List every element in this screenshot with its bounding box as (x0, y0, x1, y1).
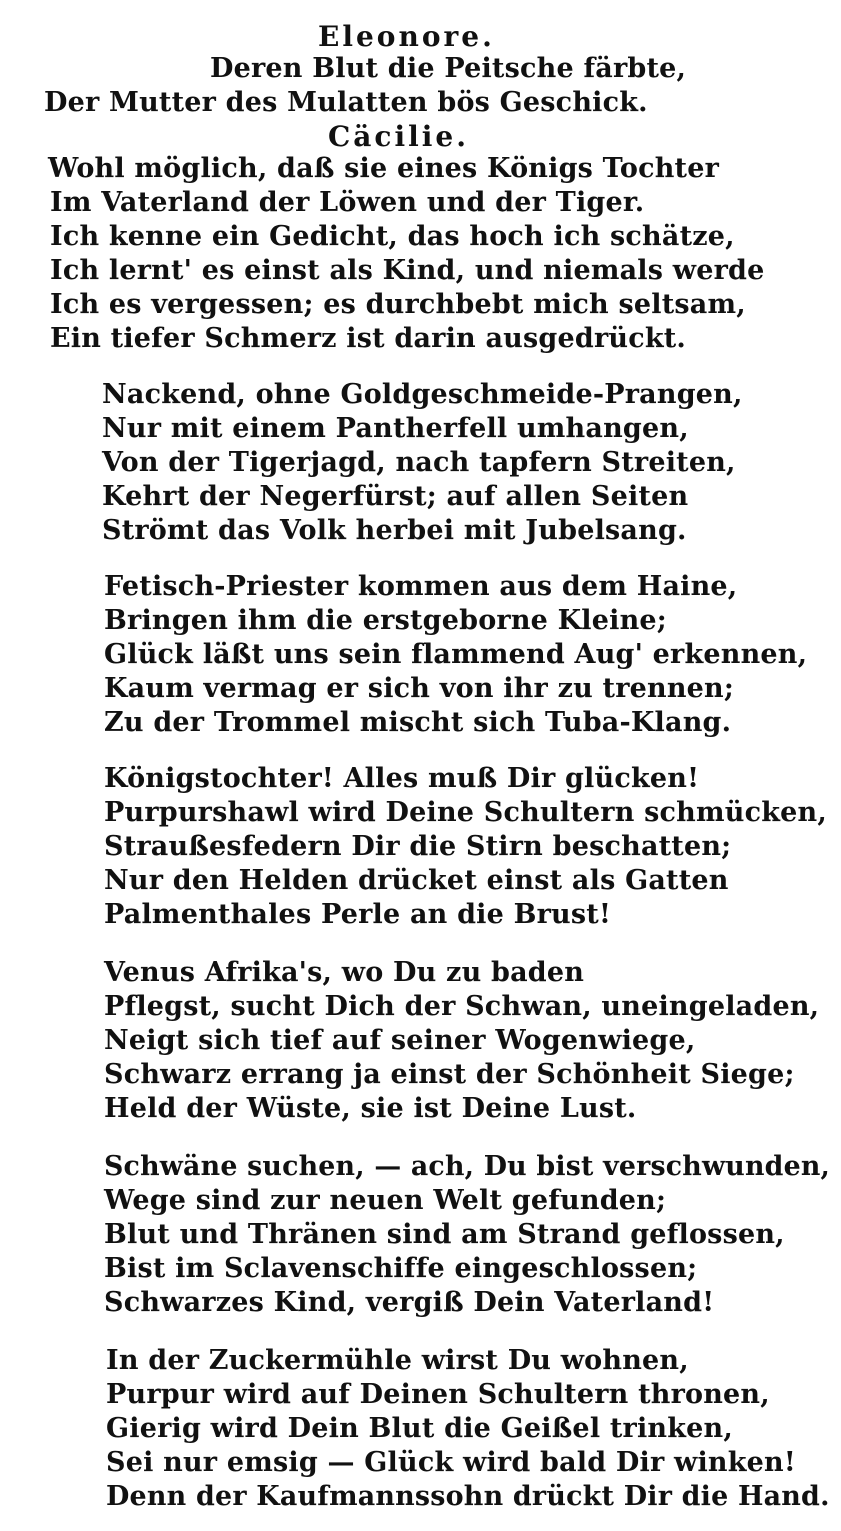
poem-line: Zu der Trommel mischt sich Tuba-Klang. (104, 707, 732, 738)
poem-line: Palmenthales Perle an die Brust! (104, 899, 611, 930)
poem-line: Purpurshawl wird Deine Schultern schmücken, (104, 797, 827, 828)
poem-line: Gierig wird Dein Blut die Geißel trinken, (106, 1413, 733, 1444)
caecilie-line: Wohl möglich, daß sie eines Königs Tochter (48, 153, 720, 184)
poem-line: Sei nur emsig — Glück wird bald Dir winken! (106, 1447, 796, 1478)
poem-line: Nackend, ohne Goldgeschmeide-Prangen, (102, 379, 743, 410)
poem-line: Strömt das Volk herbei mit Jubelsang. (102, 515, 687, 546)
eleonore-line: Der Mutter des Mulatten bös Geschick. (44, 87, 648, 118)
poem-line: Blut und Thränen sind am Strand geflossen, (104, 1219, 785, 1250)
caecilie-line: Ich lernt' es einst als Kind, und niemals werde (50, 255, 765, 286)
caecilie-line: Im Vaterland der Löwen und der Tiger. (50, 187, 645, 218)
poem-line: Schwarz errang ja einst der Schönheit Siege; (104, 1059, 795, 1090)
poem-line: Straußesfedern Dir die Stirn beschatten; (104, 831, 732, 862)
caecilie-line: Ein tiefer Schmerz ist darin ausgedrückt. (50, 323, 687, 354)
poem-line: Kehrt der Negerfürst; auf allen Seiten (102, 481, 689, 512)
poem-line: Von der Tigerjagd, nach tapfern Streiten, (102, 447, 736, 478)
poem-line: Glück läßt uns sein flammend Aug' erkennen, (104, 639, 808, 670)
poem-line: Denn der Kaufmannssohn drückt Dir die Hand. (106, 1481, 830, 1512)
eleonore-line: Deren Blut die Peitsche färbte, (210, 53, 687, 84)
speaker-caecilie: Cäcilie. (328, 120, 469, 153)
poem-line: Königstochter! Alles muß Dir glücken! (104, 763, 700, 794)
poem-line: Venus Afrika's, wo Du zu baden (104, 957, 585, 988)
caecilie-line: Ich kenne ein Gedicht, das hoch ich schätze, (50, 221, 735, 252)
poem-line: Held der Wüste, sie ist Deine Lust. (104, 1093, 637, 1124)
poem-line: In der Zuckermühle wirst Du wohnen, (106, 1345, 689, 1376)
poem-line: Nur mit einem Pantherfell umhangen, (102, 413, 689, 444)
poem-line: Schwarzes Kind, vergiß Dein Vaterland! (104, 1287, 715, 1318)
poem-line: Bist im Sclavenschiffe eingeschlossen; (104, 1253, 698, 1284)
poem-line: Nur den Helden drücket einst als Gatten (104, 865, 729, 896)
poem-line: Pflegst, sucht Dich der Schwan, uneingeladen, (104, 991, 820, 1022)
speaker-eleonore: Eleonore. (318, 20, 495, 53)
poem-line: Purpur wird auf Deinen Schultern thronen, (106, 1379, 770, 1410)
poem-line: Wege sind zur neuen Welt gefunden; (104, 1185, 667, 1216)
poem-line: Schwäne suchen, — ach, Du bist verschwunden, (104, 1151, 831, 1182)
poem-line: Neigt sich tief auf seiner Wogenwiege, (104, 1025, 696, 1056)
poem-line: Fetisch-Priester kommen aus dem Haine, (104, 571, 738, 602)
poem-line: Kaum vermag er sich von ihr zu trennen; (104, 673, 735, 704)
poem-line: Bringen ihm die erstgeborne Kleine; (104, 605, 667, 636)
caecilie-line: Ich es vergessen; es durchbebt mich seltsam, (50, 289, 746, 320)
